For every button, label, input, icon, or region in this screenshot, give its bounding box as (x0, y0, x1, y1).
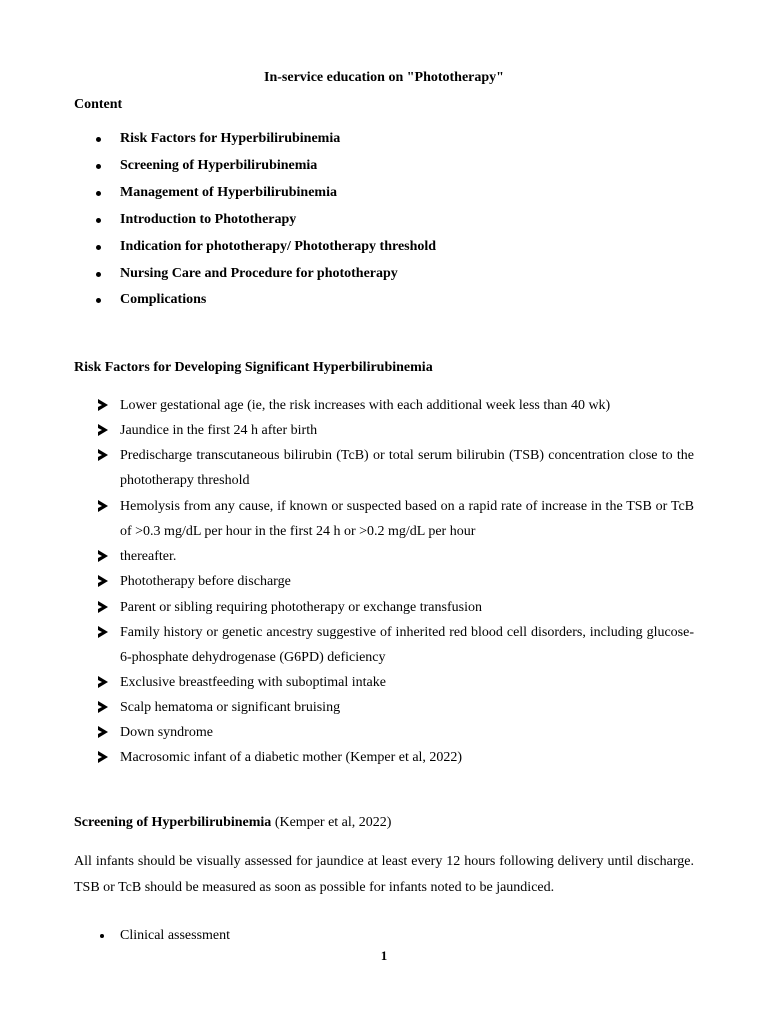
list-item-label: Down syndrome (120, 725, 213, 740)
screening-paragraph: All infants should be visually assessed for jaundice at least every 12 hours following delivery until discharge. TSB or TcB should be measured as soon as possible for infants noted to be jaundiced. (74, 854, 694, 895)
arrow-bullet-icon (98, 424, 108, 436)
content-heading: Content (74, 97, 123, 112)
list-item-label: Screening of Hyperbilirubinemia (120, 158, 318, 173)
bullet-icon (96, 137, 101, 142)
arrow-bullet-icon (98, 726, 108, 738)
list-item-label: Lower gestational age (ie, the risk increases with each additional week less than 40 wk) (120, 398, 611, 413)
arrow-bullet-icon (98, 500, 108, 512)
list-item-label: Clinical assessment (120, 928, 231, 943)
arrow-bullet-icon (98, 676, 108, 688)
arrow-bullet-icon (98, 550, 108, 562)
list-item (98, 393, 694, 418)
risk-factors-heading: Risk Factors for Developing Significant Hyperbilirubinemia (74, 360, 433, 375)
bullet-icon (96, 218, 101, 223)
arrow-bullet-icon (98, 601, 108, 613)
list-item-label: Macrosomic infant of a diabetic mother (Kemper et al, 2022) (120, 750, 463, 765)
list-item-label: Phototherapy before discharge (120, 574, 291, 589)
list-item (98, 494, 694, 544)
bullet-icon (96, 191, 101, 196)
list-item-label: Parent or sibling requiring phototherapy or exchange transfusion (120, 600, 482, 615)
screening-heading-line (74, 815, 391, 831)
list-item (98, 620, 694, 670)
arrow-bullet-icon (98, 626, 108, 638)
list-item (98, 569, 694, 594)
arrow-bullet-icon (98, 751, 108, 763)
list-item-label: Predischarge transcutaneous bilirubin (TcB) or total serum bilirubin (TSB) concentration close to the phototherapy threshold (120, 448, 694, 488)
arrow-bullet-icon (98, 449, 108, 461)
bullet-icon (96, 298, 101, 303)
bullet-icon (96, 272, 101, 277)
list-item (98, 720, 694, 745)
list-item-label: Management of Hyperbilirubinemia (120, 185, 337, 200)
list-item-label: Risk Factors for Hyperbilirubinemia (120, 131, 341, 146)
list-item-label: Introduction to Phototherapy (120, 212, 297, 227)
screening-heading: Screening of Hyperbilirubinemia (74, 815, 272, 830)
list-item (98, 745, 694, 770)
list-item-label: Nursing Care and Procedure for phototherapy (120, 266, 398, 281)
list-item-label: Scalp hematoma or significant bruising (120, 700, 341, 715)
list-item (98, 670, 694, 695)
bullet-icon (96, 245, 101, 250)
screening-citation: (Kemper et al, 2022) (271, 815, 392, 830)
list-item-label: Family history or genetic ancestry suggestive of inherited red blood cell disorders, including glucose-6-phosphate dehydrogenase (G6PD) deficiency (120, 625, 694, 665)
document-title: In-service education on "Phototherapy" (264, 70, 504, 85)
bullet-icon (100, 934, 104, 938)
list-item (98, 544, 694, 569)
arrow-bullet-icon (98, 399, 108, 411)
arrow-bullet-icon (98, 701, 108, 713)
list-item-label: Jaundice in the first 24 h after birth (120, 423, 318, 438)
arrow-bullet-icon (98, 575, 108, 587)
list-item (98, 418, 694, 443)
list-item-label: thereafter. (120, 549, 177, 564)
page-number: 1 (380, 948, 388, 963)
list-item (98, 595, 694, 620)
list-item-label: Indication for phototherapy/ Phototherapy threshold (120, 239, 437, 254)
list-item-label: Hemolysis from any cause, if known or suspected based on a rapid rate of increase in the TSB or TcB of >0.3 mg/dL per hour in the first 24 h or >0.2 mg/dL per hour (120, 499, 694, 539)
list-item-label: Exclusive breastfeeding with suboptimal intake (120, 675, 386, 690)
list-item (98, 695, 694, 720)
list-item (98, 443, 694, 493)
list-item-label: Complications (120, 292, 207, 307)
bullet-icon (96, 164, 101, 169)
